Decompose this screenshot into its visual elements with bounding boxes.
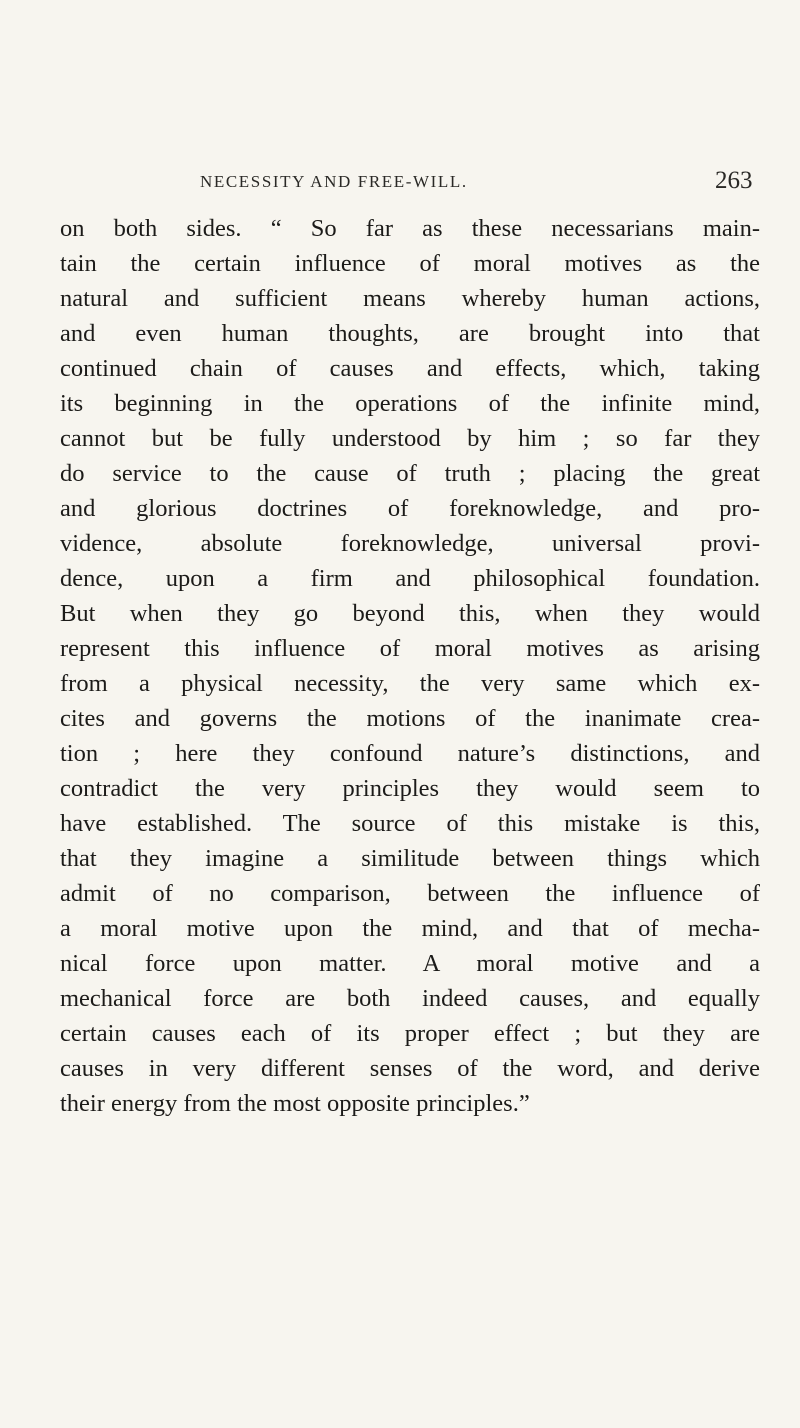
text-line: certain causes each of its proper effect ; but they are <box>60 1020 760 1047</box>
text-line: and even human thoughts, are brought into that <box>60 320 760 347</box>
body-paragraph <box>60 211 760 1121</box>
text-line: causes in very different senses of the word, and derive <box>60 1055 760 1082</box>
text-line: natural and sufficient means whereby human actions, <box>60 285 760 312</box>
text-line: tion ; here they confound nature’s distinctions, and <box>60 740 760 767</box>
running-title: NECESSITY AND FREE-WILL. <box>200 172 468 191</box>
text-line: mechanical force are both indeed causes, and equally <box>60 985 760 1012</box>
text-line: continued chain of causes and effects, which, taking <box>60 355 760 382</box>
text-line: nical force upon matter. A moral motive and a <box>60 950 760 977</box>
text-line: their energy from the most opposite principles.” <box>60 1090 530 1117</box>
text-line: its beginning in the operations of the infinite mind, <box>60 390 760 417</box>
text-line: from a physical necessity, the very same which ex- <box>60 670 760 697</box>
text-line: But when they go beyond this, when they would <box>60 600 760 627</box>
text-line: vidence, absolute foreknowledge, universal provi- <box>60 530 760 557</box>
text-line: on both sides. “ So far as these necessarians main- <box>60 215 760 242</box>
text-line: a moral motive upon the mind, and that of mecha- <box>60 915 760 942</box>
running-head <box>0 167 800 198</box>
text-line: admit of no comparison, between the influence of <box>60 880 760 907</box>
text-line: represent this influence of moral motives as arising <box>60 635 760 662</box>
text-line: dence, upon a firm and philosophical foundation. <box>60 565 760 592</box>
text-line: that they imagine a similitude between things which <box>60 845 760 872</box>
page-number: 263 <box>715 167 753 194</box>
text-line: cannot but be fully understood by him ; so far they <box>60 425 760 452</box>
text-line: contradict the very principles they would seem to <box>60 775 760 802</box>
text-line: do service to the cause of truth ; placing the great <box>60 460 760 487</box>
text-line: and glorious doctrines of foreknowledge, and pro- <box>60 495 760 522</box>
text-line: have established. The source of this mistake is this, <box>60 810 760 837</box>
text-line: cites and governs the motions of the inanimate crea- <box>60 705 760 732</box>
text-line: tain the certain influence of moral motives as the <box>60 250 760 277</box>
